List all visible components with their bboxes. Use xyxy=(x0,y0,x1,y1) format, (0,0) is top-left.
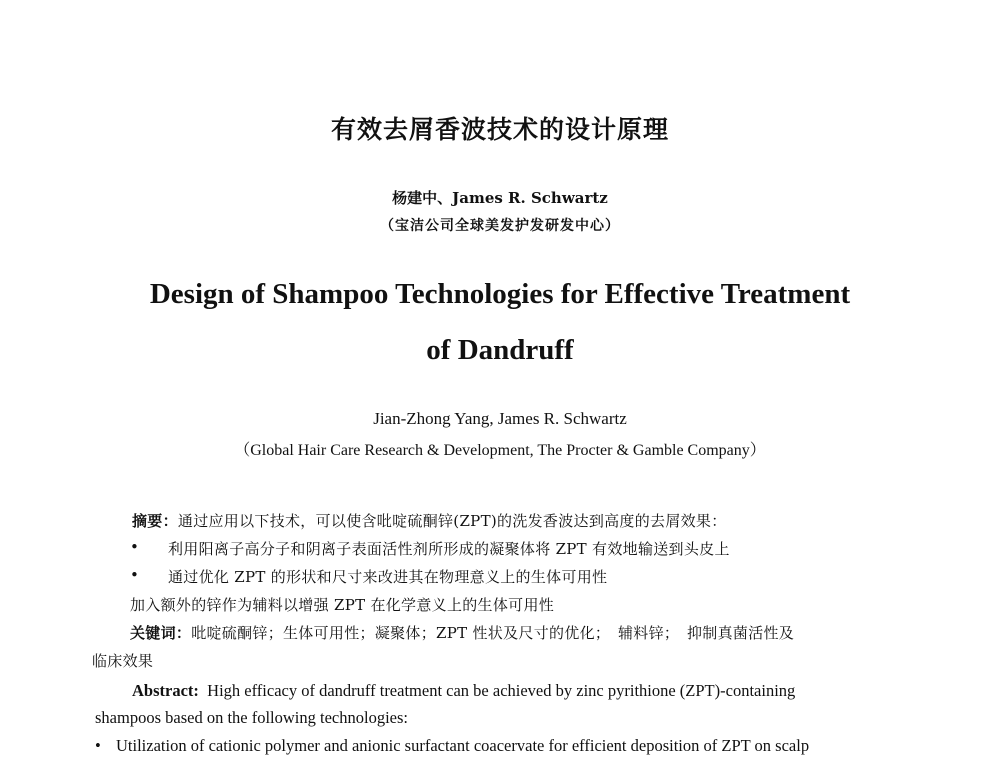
english-title-line-1: Design of Shampoo Technologies for Effective Treatment xyxy=(149,278,851,310)
chinese-keywords-continuation: 临床效果 xyxy=(92,652,154,670)
chinese-keywords-label: 关键词： xyxy=(130,624,192,642)
chinese-abstract-bullet-2: 通过优化 ZPT 的形状和尺寸来改进其在物理意义上的生体可用性 xyxy=(168,568,608,586)
chinese-affiliation: （宝洁公司全球美发护发研发中心） xyxy=(380,218,620,234)
chinese-abstract-text: 通过应用以下技术，可以使含吡啶硫酮锌(ZPT)的洗发香波达到高度的去屑效果： xyxy=(177,512,727,530)
chinese-keywords-line xyxy=(130,622,794,644)
chinese-title: 有效去屑香波技术的设计原理 xyxy=(330,115,669,144)
bullet-marker: • xyxy=(130,566,139,584)
english-abstract-bullet-1: Utilization of cationic polymer and anionic surfactant coacervate for efficient deposition of ZPT on scalp xyxy=(116,736,810,755)
english-abstract-line-2: shampoos based on the following technologies: xyxy=(95,708,408,727)
bullet-marker: • xyxy=(130,538,139,556)
english-abstract-text-1: High efficacy of dandruff treatment can be achieved by zinc pyrithione (ZPT)-containing xyxy=(207,681,796,700)
english-abstract-bullet-marker: • xyxy=(95,736,101,755)
english-abstract-line-1 xyxy=(132,680,795,702)
english-affiliation: （Global Hair Care Research & Development, The Procter & Gamble Company） xyxy=(234,442,766,459)
english-abstract-label: Abstract: xyxy=(132,681,199,700)
chinese-abstract-label: 摘要： xyxy=(132,512,178,530)
english-authors: Jian-Zhong Yang, James R. Schwartz xyxy=(373,409,627,428)
chinese-abstract-line xyxy=(132,510,727,532)
chinese-abstract-bullet-1: 利用阳离子高分子和阴离子表面活性剂所形成的凝聚体将 ZPT 有效地输送到头皮上 xyxy=(168,540,730,558)
chinese-authors: 杨建中、James R. Schwartz xyxy=(392,189,608,207)
english-title-line-2: of Dandruff xyxy=(426,334,574,366)
chinese-keywords-text: 吡啶硫酮锌；生体可用性；凝聚体；ZPT 性状及尺寸的优化； 辅料锌； 抑制真菌活性及 xyxy=(191,624,795,642)
chinese-abstract-extra: 加入额外的锌作为辅料以增强 ZPT 在化学意义上的生体可用性 xyxy=(130,596,555,614)
